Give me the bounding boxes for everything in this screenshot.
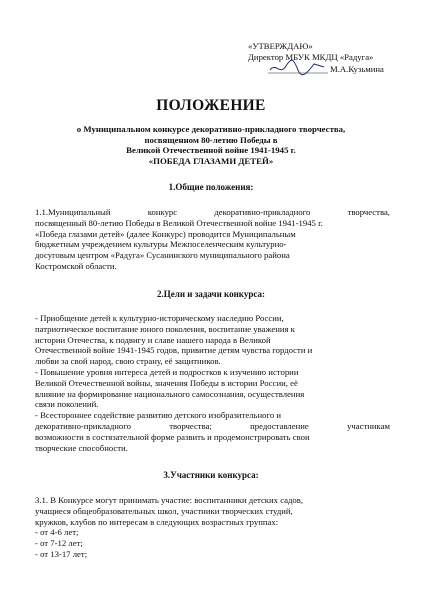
section-heading: 2.Цели и задачи конкурса: <box>157 289 265 299</box>
text-line: Отечественной войне 1941-1945 годов, привитие детям чувства гордости и <box>35 345 313 356</box>
section-2-body <box>35 313 390 453</box>
text-fragment: декоративно-прикладного <box>214 207 311 217</box>
text-line: - Повышение уровня интереса детей и подростков к изучению истории <box>35 366 299 377</box>
text-line: досуговым центром «Радуга» Сусанинского муниципального района <box>35 250 290 261</box>
approval-stamp-text: «УТВЕРЖДАЮ» <box>248 41 313 51</box>
document-title: ПОЛОЖЕНИЕ <box>156 97 266 114</box>
section-3-body <box>35 495 390 560</box>
text-line: связи поколений. <box>35 399 99 410</box>
text-fragment: участникам <box>347 420 390 431</box>
section-heading: 1.Общие положения: <box>168 182 254 192</box>
section-1-body <box>35 207 390 272</box>
text-fragment: 1.1.Муниципальный <box>35 207 111 217</box>
text-line: - Всестороннее содействие развитию детского изобразительного и <box>35 410 281 421</box>
text-line: учащиеся общеобразовательных школ, участники творческих студий, <box>35 505 293 516</box>
list-item: - от 4-6 лет; <box>35 527 79 538</box>
subtitle-line: посвященном 80-летию Победы в <box>144 134 278 145</box>
list-item: - от 13-17 лет; <box>35 548 88 559</box>
document-subtitle <box>40 124 382 166</box>
section-heading: 3.Участники конкурса: <box>163 470 259 480</box>
text-line: творческие способности. <box>35 442 128 453</box>
list-item: - от 7-12 лет; <box>35 538 83 549</box>
text-line: истории Отечества, к подвигу и славе нашего народа в Великой <box>35 334 271 345</box>
text-line: возможности в состязательной форме развить и продемонстрировать свои <box>35 431 310 442</box>
text-line: - Приобщение детей к культурно-историческому наследию России, <box>35 313 284 323</box>
subtitle-line: о Муниципальном конкурсе декоративно-прикладного творчества, <box>76 124 346 134</box>
text-fragment: конкурс <box>147 207 178 217</box>
text-line: «Победа глазами детей» (далее Конкурс) проводится Муниципальным <box>35 228 296 239</box>
subtitle-line: «ПОБЕДА ГЛАЗАМИ ДЕТЕЙ» <box>148 155 274 166</box>
signature <box>268 63 328 75</box>
text-fragment: предоставление <box>250 420 309 431</box>
subtitle-line: Великой Отечественной войне 1941-1945 г. <box>126 145 296 156</box>
text-line: 3.1. В Конкурсе могут принимать участие: воспитанники детских садов, <box>35 495 304 505</box>
approval-position: Директор МБУК МКДЦ «Радуга» <box>248 52 374 62</box>
text-line: бюджетным учреждением культуры Межпоселенческим культурно- <box>35 239 287 250</box>
text-line <box>35 207 390 218</box>
text-line: посвященный 80-летию Победы в Великой Отечественной войне 1941-1945 г. <box>35 217 323 228</box>
text-line: Великой Отечественной войны, значения Победы в истории России, её <box>35 377 298 388</box>
text-line: кружков, клубов по интересам в следующих возрастных группах: <box>35 516 279 527</box>
director-name: М.А.Кузьмина <box>330 63 384 74</box>
text-line: патриотическое воспитание юного поколения, воспитание уважения к <box>35 323 295 334</box>
text-fragment: декоративно-прикладного <box>35 420 131 431</box>
text-line: влияние на формирование национального самосознания, осуществления <box>35 388 305 399</box>
text-fragment: творчества; <box>169 420 212 431</box>
text-fragment: творчества, <box>347 207 390 217</box>
text-line: любви за свой народ, свою страну, её защитников. <box>35 356 221 367</box>
signature-line <box>248 63 418 75</box>
text-line: Костромской области. <box>35 260 117 271</box>
text-line <box>35 421 390 432</box>
approval-block <box>248 41 418 75</box>
